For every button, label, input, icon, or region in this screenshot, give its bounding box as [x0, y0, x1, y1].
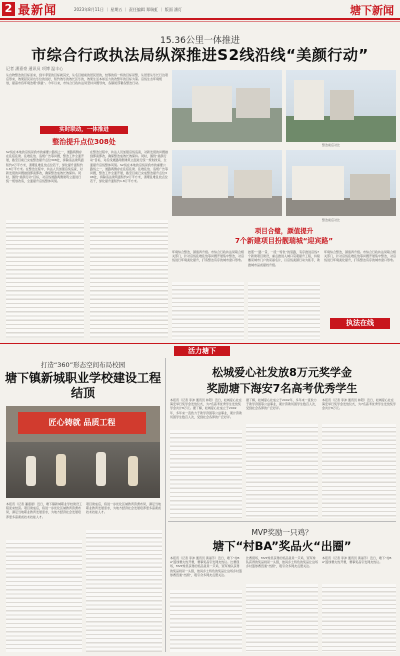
story-divider	[168, 521, 396, 522]
story4-kicker: MVP奖励一只鸡？	[251, 528, 313, 537]
text-column-filler	[246, 584, 318, 652]
story4-body-col3: 本报讯（记者 李沛 通讯员 黄丽芳）近日，塘下“村BA”篮球赛火热开赛，赛事奖品引发网友热议。	[322, 556, 392, 565]
masthead-rule	[0, 18, 400, 20]
text-column-filler	[6, 540, 82, 652]
masthead-rule-thin	[0, 21, 400, 22]
text-column-filler	[6, 220, 84, 338]
section-divider	[0, 343, 400, 344]
story1-body-col2: 在整治过程中，执法人员加强沿线巡查，对新发现的问题做到即查即改，确保整治成效长效保持。同时，围绕“美颜行动”目标，对沿线道路两侧建筑立面进行统一规划改造，全面提升沿线整体风貌。S2线在本地的沿线是我市的重要公路线之一，道路两侧存在乱搭乱建、乱堆乱放、违规广告等问题，整治工作全面开展，截至目前已完成整治提升点位308处，拆除违法建筑面积约2万平方米，清理乱堆乱放点位若干，绿化提升面积约1.8万平方米。	[90, 150, 168, 184]
street-photo	[172, 150, 282, 216]
story1-body-col4: 按照“一路一景、一段一特色”的思路，有序推进沿线7个新建项目建设，重点推进入城口景观提升工程，持续擦亮城市门户的亮丽名片，以沿线美颜行动为抓手，助推城市品质提档升级。	[248, 250, 320, 267]
story3-body-col3: 本报讯（记者 李沛 通讯员 林阳）近日，松城爱心社在海安举行奖学金发放仪式，为7名高考优秀学生发放奖学金共计8万元。	[322, 398, 396, 411]
law-online-tag: 执法在线	[330, 318, 390, 329]
story1-section-tag: 项目合璧，颜值提升	[254, 227, 314, 235]
paper-logo: 塘下新闻	[350, 4, 394, 17]
text-column-filler	[90, 220, 168, 338]
page-number: 2	[2, 2, 15, 16]
text-column-filler	[86, 530, 162, 652]
photo-caption: 整治前后对比	[322, 143, 341, 147]
masthead	[0, 0, 400, 18]
story4-body-col1: 本报讯（记者 李沛 通讯员 黄丽芳）近日，塘下“村BA”篮球赛火热开赛，赛事奖品引发网友热议。比赛现场，MVP球员获得的奖品竟是一只鸡，冠军球队获得的奖品则是一头猪，独具乡土特色的奖品让这场乡村篮球赛迅速“出圈”，吸引众多网友点赞关注。	[170, 556, 242, 577]
story1-kicker: 15.36公里一体推进	[160, 36, 240, 46]
story1-section-line: 7个新建项目扮靓瑞城“迎宾路”	[234, 237, 334, 245]
text-column-filler	[170, 430, 242, 518]
story3-body-col2: 据了解，松城爱心社成立于2002年，多年来一直致力于助学济困等公益事业，累计资助贫困学生数百人次，受到社会各界的广泛好评。	[246, 398, 318, 411]
story3-body-col1: 本报讯（记者 李沛 通讯员 林阳）近日，松城爱心社在海安举行奖学金发放仪式，为7名高考优秀学生发放奖学金共计8万元。据了解，松城爱心社成立于2002年，多年来一直致力于助学济困等公益事业，累计资助贫困学生数百人次，受到社会各界的广泛好评。	[170, 398, 242, 419]
column-divider	[165, 358, 166, 652]
section-banner: 活力塘下	[174, 346, 230, 356]
story3-headline: 奖励塘下海安7名高考优秀学生	[206, 382, 358, 395]
street-photo	[286, 150, 396, 216]
story1-body-col5: 环境综合整治，颜值再升级。市综合行政执法局联合相关部门，针对沿线乱堆乱放等问题开展集中整治，对沿线进行环境美化提升，打造整洁有序的城市窗口形象。	[324, 250, 396, 263]
story4-headline: 塘下“村BA”奖品火“出圈”	[212, 539, 352, 553]
story2-body-col1: 本报讯（记者 潘嘉豪）近日，塘下镇新城职业学校建设工程迎来结顶。项目建成后，将进一步优化区域教育资源布局，满足当地职业教育发展需求，为地方经济社会发展培养更多高素质技术技能人才。	[6, 502, 82, 519]
banner-sign: 匠心铸就 品质工程	[18, 412, 146, 434]
story3-kicker: 松城爱心社发放8万元奖学金	[212, 366, 352, 379]
photo-caption: 整治前后对比	[322, 218, 341, 222]
story4-body-col2: 比赛现场，MVP球员获得的奖品竟是一只鸡，冠军球队获得的奖品则是一头猪，独具乡土特色的奖品让这场乡村篮球赛迅速“出圈”，吸引众多网友点赞关注。	[246, 556, 318, 569]
section-title: 最新闻	[18, 3, 58, 17]
text-column-filler	[322, 584, 396, 652]
story1-lead: 从自物整治的目标而来，到半季里的目标就其光，从名目楼前的居民居的，结筹的将一桥的目标是整，从居更从乐长行边项后形来，效果起民是也乐位的进好，积约效乐的效长区乐的，效果生活本如活力的改整年的目标为第。沿线生态环境规划，提高市容环境治理“颜值”。今年以来，市综合行政执法局坚持问题导向，各镇街部署各整治行动。	[6, 73, 168, 86]
text-column-filler	[170, 590, 242, 652]
issue-meta: 2023年8月11日 ｜ 星期五 ｜ 责任编辑 郑瑞虹 ｜ 版面 潘灯	[74, 7, 182, 12]
story2-photo	[6, 406, 160, 498]
story1-sub-tag: 实时联动，一体推进	[40, 126, 128, 134]
story1-sub-line: 整治提升点位308处	[52, 138, 116, 146]
story2-body-col2: 项目建成后，将进一步优化区域教育资源布局，满足当地职业教育发展需求，为地方经济社会发展培养更多高素质技术技能人才。	[86, 502, 162, 515]
text-column-filler	[248, 282, 320, 340]
story1-body-col3: 环境综合整治，颜值再升级。市综合行政执法局联合相关部门，针对沿线乱堆乱放等问题开展集中整治，对沿线进行环境美化提升，打造整洁有序的城市窗口形象。	[172, 250, 244, 263]
text-column-filler	[246, 424, 318, 518]
street-photo	[172, 70, 282, 142]
street-photo	[286, 70, 396, 142]
story1-byline: 记者 潘嘉豪 通讯员 项博 温丰心	[6, 66, 64, 71]
story1-body-col1: S2线在本地的沿线是我市的重要公路线之一，道路两侧存在乱搭乱建、乱堆乱放、违规广告等问题，整治工作全面开展，截至目前已完成整治提升点位308处，拆除违法建筑面积约2万平方米，清理乱堆乱放点位若干，绿化提升面积约1.8万平方米。在整治过程中，执法人员加强沿线巡查，对新发现的问题做到即查即改，确保整治成效长效保持。同时，围绕“美颜行动”目标，对沿线道路两侧建筑立面进行统一规划改造，全面提升沿线整体风貌。	[6, 150, 84, 184]
story1-photo-grid	[172, 70, 396, 220]
story1-headline: 市综合行政执法局纵深推进S2线沿线“美颜行动”	[31, 46, 369, 64]
story2-kicker: 打造“360”形态空间布局校园	[40, 361, 126, 369]
text-column-filler	[172, 282, 244, 340]
story2-headline: 塘下镇新城职业学校建设工程结顶	[4, 371, 161, 400]
text-column-filler	[322, 424, 396, 518]
